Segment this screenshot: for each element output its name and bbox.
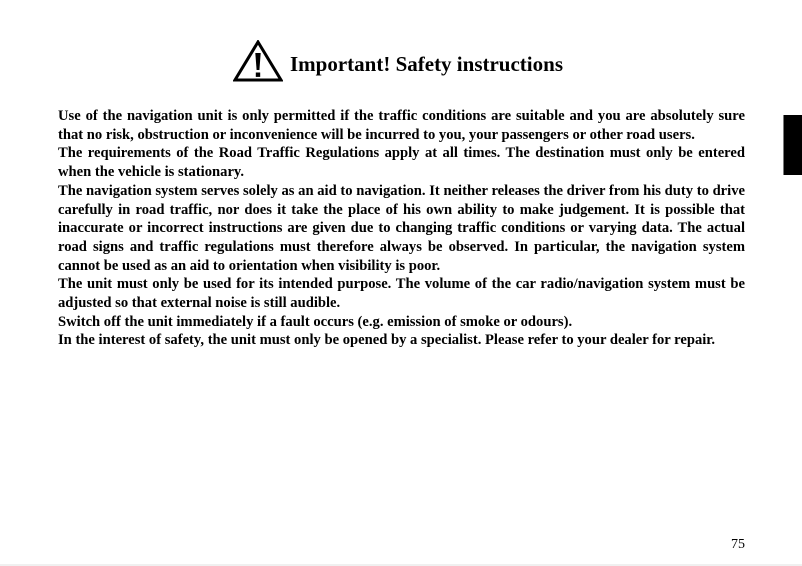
paragraph-navigation-aid: The navigation system serves solely as an aid to navigation. It neither releases the driver from his duty to drive carefully in road traffic, nor does it take the place of his own ability to make judgement. It is possible that inaccurate or incorrect instructions are given due to changing traffic conditions or varying data. The actual road signs and traffic regulations must therefore always be observed. In particular, the navigation system cannot be used as an aid to orientation when visibility is poor. (58, 182, 745, 274)
section-thumb-tab (783, 115, 802, 175)
paragraph-fault-switch-off: Switch off the unit immediately if a fault occurs (e.g. emission of smoke or odours). (58, 313, 573, 330)
paragraph-specialist-repair: In the interest of safety, the unit must only be opened by a specialist. Please refer to your dealer for repair. (58, 332, 716, 349)
safety-instructions-text (58, 107, 745, 350)
paragraph-usage-conditions: Use of the navigation unit is only permitted if the traffic conditions are suitable and you are absolutely sure that no risk, obstruction or inconvenience will be incurred to you, your passengers or other road users. (58, 108, 745, 143)
page-title: Important! Safety instructions (290, 52, 563, 76)
paragraph-road-traffic-regulations: The requirements of the Road Traffic Regulations apply at all times. The destination must only be entered when the vehicle is stationary. (58, 145, 745, 181)
section-heading (233, 39, 563, 83)
page-number: 75 (731, 537, 745, 552)
warning-triangle-icon (233, 40, 283, 82)
paragraph-intended-purpose: The unit must only be used for its intended purpose. The volume of the car radio/navigation system must be adjusted so that external noise is still audible. (58, 276, 745, 312)
